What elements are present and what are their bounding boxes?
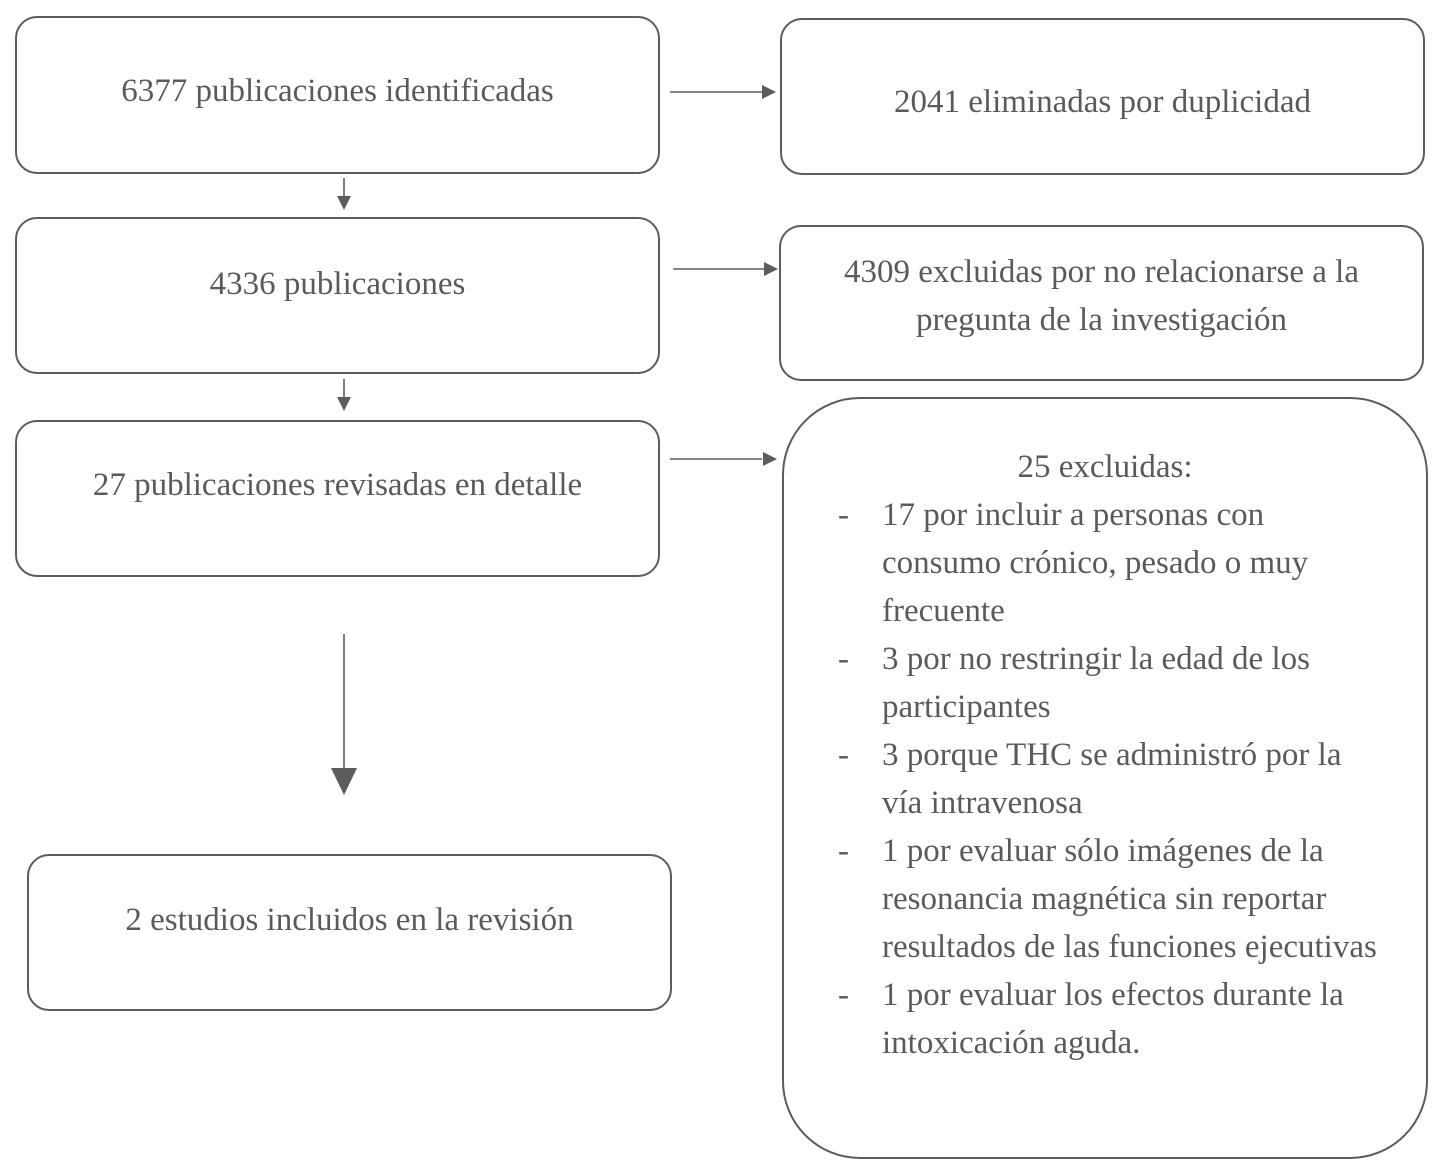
bullet-dash: - [838, 737, 849, 773]
bullet-dash: - [838, 977, 849, 1013]
arrowhead-right [762, 85, 776, 99]
included-label: 2 estudios incluidos en la revisión [125, 902, 574, 938]
arrowhead-down-large [331, 768, 357, 795]
bullet-dash: - [838, 833, 849, 869]
arrowhead-down [337, 196, 351, 210]
reviewed-label: 27 publicaciones revisadas en detalle [92, 467, 583, 503]
exclusion-reason-text: 1 por evaluar los efectos durante la intoxicación aguda. [882, 977, 1344, 1061]
bullet-dash: - [838, 497, 849, 533]
identified-label: 6377 publicaciones identificadas [121, 73, 554, 109]
bullet-dash: - [838, 641, 849, 677]
excluded-title: 25 excluidas: [1017, 449, 1193, 485]
exclusion-reason-text: 17 por incluir a personas con consumo crónico, pesado o muy frecuente [882, 497, 1309, 629]
exclusion-reason-text: 3 por no restringir la edad de los participantes [882, 641, 1310, 725]
arrowhead-right [763, 452, 777, 466]
exclusion-reason-text: 3 porque THC se administró por la vía intravenosa [882, 737, 1342, 821]
after-dedup-label: 4336 publicaciones [209, 266, 466, 302]
duplicates-label: 2041 eliminadas por duplicidad [894, 84, 1311, 120]
arrowhead-right [764, 262, 778, 276]
unrelated-label: 4309 excluidas por no relacionarse a la pregunta de la investigación [844, 254, 1359, 338]
exclusion-reason-text: 1 por evaluar sólo imágenes de la resonancia magnética sin reportar resultados de las funciones ejecutivas [882, 833, 1377, 965]
arrowhead-down [337, 397, 351, 411]
